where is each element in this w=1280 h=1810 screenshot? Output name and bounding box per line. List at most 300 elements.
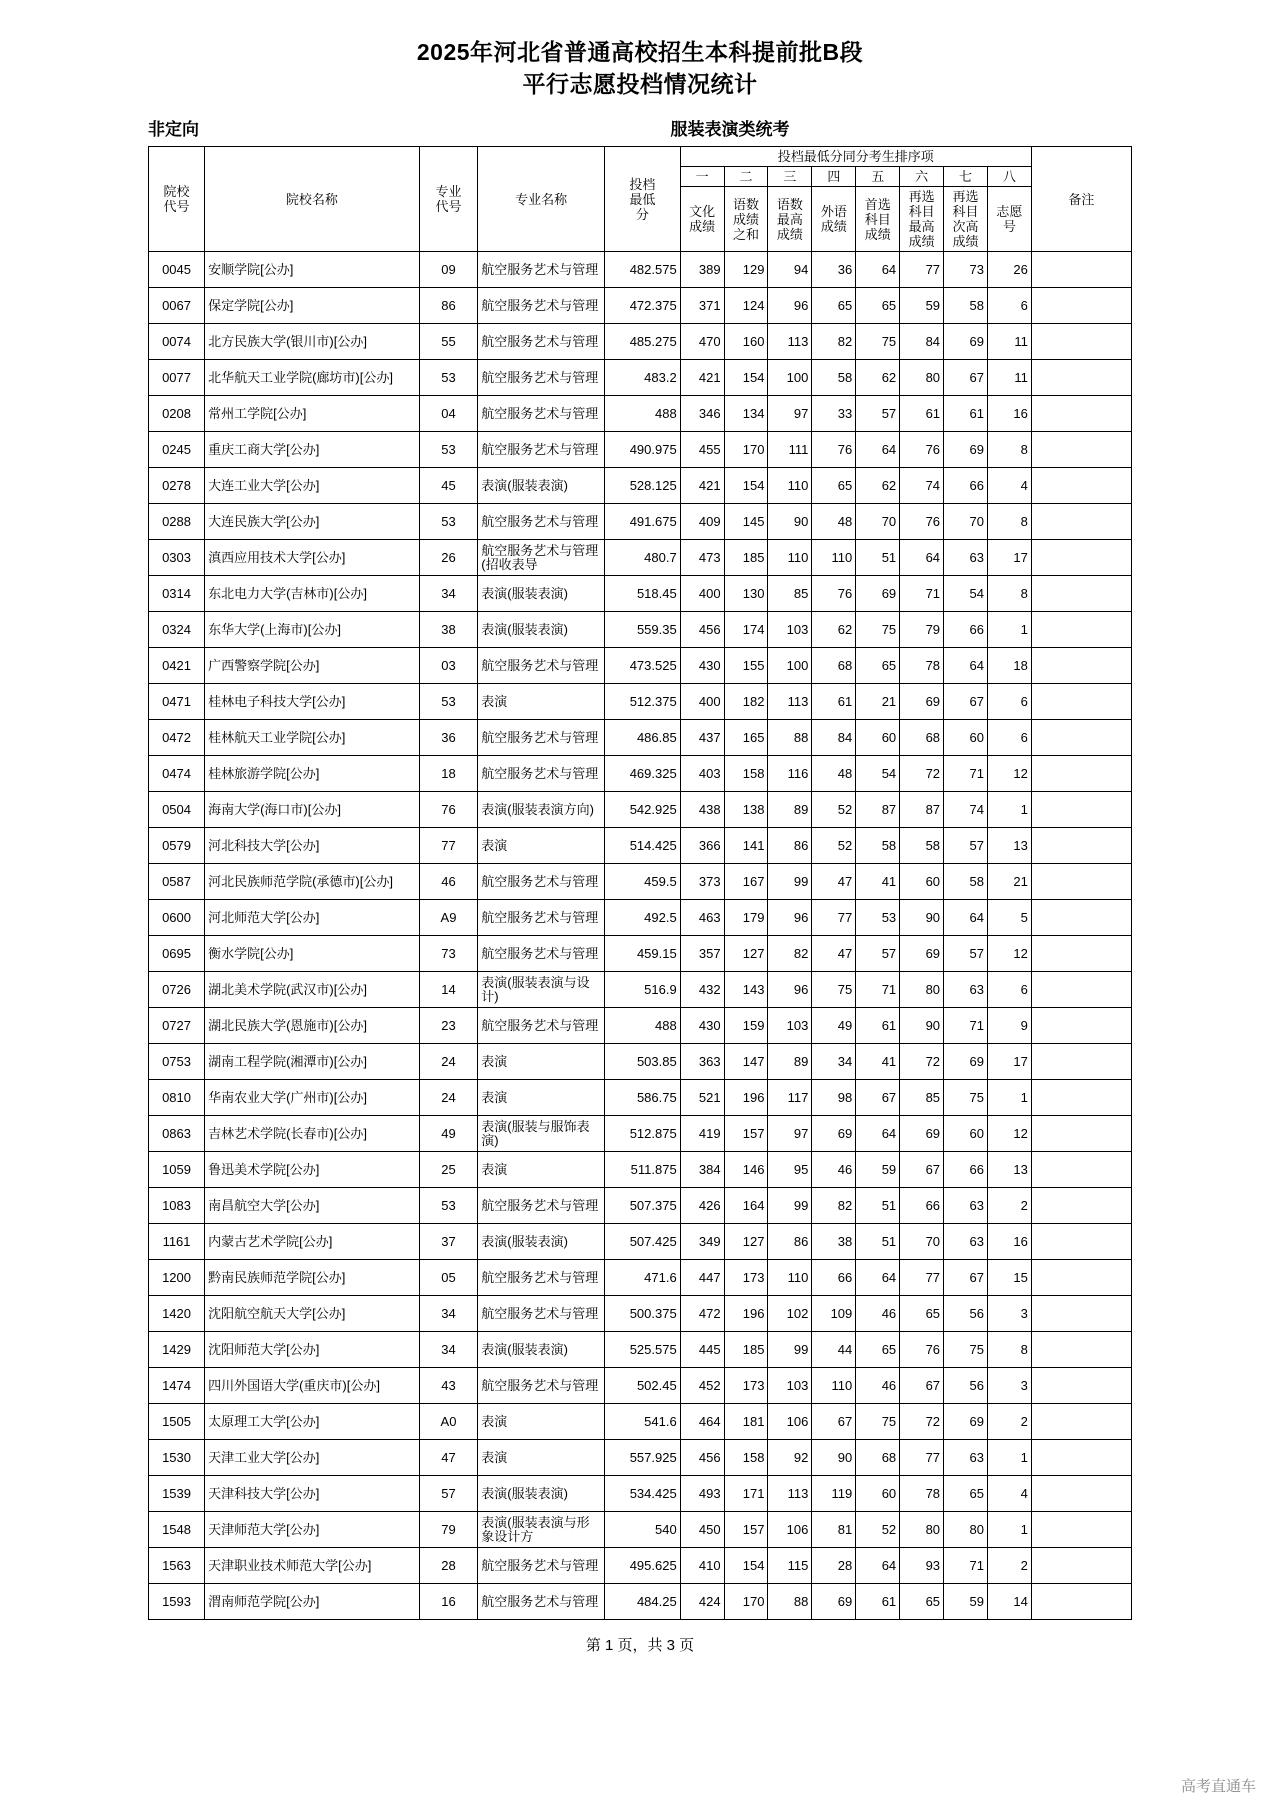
- cell-rank-1: 447: [680, 1260, 724, 1296]
- table-row: [149, 396, 1132, 432]
- cell-rank-8: 2: [987, 1404, 1031, 1440]
- cell-rank-2: 170: [724, 1584, 768, 1620]
- cell-rank-3: 110: [768, 540, 812, 576]
- cell-rank-3: 116: [768, 756, 812, 792]
- cell-major-name: 航空服务艺术与管理: [478, 432, 605, 468]
- cell-rank-4: 81: [812, 1512, 856, 1548]
- cell-rank-2: 129: [724, 252, 768, 288]
- cell-rank-2: 141: [724, 828, 768, 864]
- cell-rank-6: 77: [900, 252, 944, 288]
- cell-school-code: 0471: [149, 684, 205, 720]
- cell-rank-4: 119: [812, 1476, 856, 1512]
- cell-rank-7: 67: [944, 684, 988, 720]
- cell-rank-5: 64: [856, 432, 900, 468]
- cell-rank-1: 438: [680, 792, 724, 828]
- cell-major-code: 46: [419, 864, 478, 900]
- cell-rank-6: 78: [900, 648, 944, 684]
- cell-remark: [1031, 1332, 1131, 1368]
- cell-school-code: 1083: [149, 1188, 205, 1224]
- cell-school-name: 沈阳航空航天大学[公办]: [205, 1296, 420, 1332]
- cell-rank-1: 452: [680, 1368, 724, 1404]
- cell-min-score: 471.6: [605, 1260, 681, 1296]
- cell-rank-8: 8: [987, 576, 1031, 612]
- cell-major-code: 76: [419, 792, 478, 828]
- cell-rank-1: 430: [680, 1008, 724, 1044]
- cell-rank-6: 93: [900, 1548, 944, 1584]
- cell-school-code: 0726: [149, 972, 205, 1008]
- cell-min-score: 483.2: [605, 360, 681, 396]
- cell-major-code: 18: [419, 756, 478, 792]
- cell-rank-1: 410: [680, 1548, 724, 1584]
- cell-rank-1: 445: [680, 1332, 724, 1368]
- page-title: [148, 36, 1132, 100]
- cell-major-name: 航空服务艺术与管理(招收表导: [478, 540, 605, 576]
- cell-rank-4: 44: [812, 1332, 856, 1368]
- cell-rank-2: 130: [724, 576, 768, 612]
- cell-rank-4: 65: [812, 288, 856, 324]
- table-row: [149, 612, 1132, 648]
- cell-rank-1: 349: [680, 1224, 724, 1260]
- cell-rank-5: 64: [856, 252, 900, 288]
- cell-rank-4: 52: [812, 792, 856, 828]
- cell-rank-5: 75: [856, 1404, 900, 1440]
- cell-school-code: 0245: [149, 432, 205, 468]
- cell-school-name: 桂林航天工业学院[公办]: [205, 720, 420, 756]
- cell-school-name: 北方民族大学(银川市)[公办]: [205, 324, 420, 360]
- cell-rank-3: 88: [768, 720, 812, 756]
- cell-rank-5: 46: [856, 1368, 900, 1404]
- cell-rank-7: 71: [944, 756, 988, 792]
- table-row: [149, 756, 1132, 792]
- cell-major-name: 航空服务艺术与管理: [478, 1260, 605, 1296]
- cell-rank-5: 41: [856, 864, 900, 900]
- cell-rank-2: 185: [724, 540, 768, 576]
- cell-min-score: 485.275: [605, 324, 681, 360]
- header-remark: 备注: [1031, 147, 1131, 252]
- cell-rank-1: 403: [680, 756, 724, 792]
- cell-rank-5: 57: [856, 396, 900, 432]
- cell-rank-2: 181: [724, 1404, 768, 1440]
- cell-major-name: 航空服务艺术与管理: [478, 1548, 605, 1584]
- table-row: [149, 1044, 1132, 1080]
- table-body: [149, 252, 1132, 1620]
- cell-major-name: 表演: [478, 1440, 605, 1476]
- cell-rank-7: 58: [944, 288, 988, 324]
- header-rank-num-4: 四: [812, 167, 856, 187]
- cell-major-name: 航空服务艺术与管理: [478, 324, 605, 360]
- cell-rank-5: 87: [856, 792, 900, 828]
- cell-school-name: 吉林艺术学院(长春市)[公办]: [205, 1116, 420, 1152]
- cell-rank-8: 12: [987, 936, 1031, 972]
- table-row: [149, 432, 1132, 468]
- cell-rank-1: 384: [680, 1152, 724, 1188]
- cell-rank-8: 15: [987, 1260, 1031, 1296]
- cell-min-score: 472.375: [605, 288, 681, 324]
- table-row: [149, 1260, 1132, 1296]
- cell-rank-6: 79: [900, 612, 944, 648]
- cell-rank-3: 111: [768, 432, 812, 468]
- cell-school-code: 0753: [149, 1044, 205, 1080]
- cell-remark: [1031, 1044, 1131, 1080]
- cell-school-name: 太原理工大学[公办]: [205, 1404, 420, 1440]
- cell-rank-7: 71: [944, 1548, 988, 1584]
- cell-rank-8: 6: [987, 684, 1031, 720]
- cell-school-name: 湖北美术学院(武汉市)[公办]: [205, 972, 420, 1008]
- cell-min-score: 512.875: [605, 1116, 681, 1152]
- cell-rank-8: 6: [987, 972, 1031, 1008]
- cell-rank-3: 103: [768, 1368, 812, 1404]
- cell-rank-3: 113: [768, 324, 812, 360]
- table-row: [149, 360, 1132, 396]
- cell-remark: [1031, 576, 1131, 612]
- cell-rank-1: 409: [680, 504, 724, 540]
- cell-rank-2: 157: [724, 1512, 768, 1548]
- table-row: [149, 684, 1132, 720]
- table-row: [149, 648, 1132, 684]
- cell-major-name: 航空服务艺术与管理: [478, 1188, 605, 1224]
- cell-rank-6: 72: [900, 1044, 944, 1080]
- cell-rank-8: 12: [987, 756, 1031, 792]
- cell-rank-6: 72: [900, 756, 944, 792]
- header-rank-label-first-choice: 首选 科目 成绩: [856, 187, 900, 252]
- cell-min-score: 541.6: [605, 1404, 681, 1440]
- cell-major-name: 航空服务艺术与管理: [478, 1584, 605, 1620]
- cell-rank-2: 154: [724, 468, 768, 504]
- cell-rank-8: 6: [987, 720, 1031, 756]
- cell-major-code: 25: [419, 1152, 478, 1188]
- cell-school-code: 0600: [149, 900, 205, 936]
- cell-school-code: 0067: [149, 288, 205, 324]
- cell-min-score: 484.25: [605, 1584, 681, 1620]
- cell-rank-5: 67: [856, 1080, 900, 1116]
- cell-major-code: 37: [419, 1224, 478, 1260]
- cell-min-score: 459.5: [605, 864, 681, 900]
- cell-rank-4: 46: [812, 1152, 856, 1188]
- cell-remark: [1031, 396, 1131, 432]
- cell-rank-4: 62: [812, 612, 856, 648]
- table-row: [149, 1008, 1132, 1044]
- table-row: [149, 828, 1132, 864]
- cell-rank-4: 77: [812, 900, 856, 936]
- cell-min-score: 502.45: [605, 1368, 681, 1404]
- cell-major-name: 表演(服装与服饰表演): [478, 1116, 605, 1152]
- cell-rank-7: 71: [944, 1008, 988, 1044]
- cell-remark: [1031, 1512, 1131, 1548]
- cell-major-code: 34: [419, 1296, 478, 1332]
- cell-school-code: 1059: [149, 1152, 205, 1188]
- cell-rank-8: 1: [987, 1512, 1031, 1548]
- cell-rank-3: 94: [768, 252, 812, 288]
- cell-rank-5: 57: [856, 936, 900, 972]
- cell-school-name: 桂林旅游学院[公办]: [205, 756, 420, 792]
- cell-rank-4: 49: [812, 1008, 856, 1044]
- cell-rank-3: 99: [768, 864, 812, 900]
- header-rank-label-reselect-second: 再选 科目 次高 成绩: [944, 187, 988, 252]
- cell-rank-7: 56: [944, 1368, 988, 1404]
- cell-rank-6: 61: [900, 396, 944, 432]
- cell-school-name: 鲁迅美术学院[公办]: [205, 1152, 420, 1188]
- cell-remark: [1031, 252, 1131, 288]
- cell-rank-8: 4: [987, 1476, 1031, 1512]
- cell-rank-2: 173: [724, 1260, 768, 1296]
- cell-major-name: 表演(服装表演): [478, 1332, 605, 1368]
- watermark-label: 高考直通车: [1180, 1778, 1256, 1795]
- cell-rank-2: 157: [724, 1116, 768, 1152]
- cell-remark: [1031, 864, 1131, 900]
- cell-major-name: 表演: [478, 1080, 605, 1116]
- cell-rank-8: 3: [987, 1368, 1031, 1404]
- cell-rank-3: 85: [768, 576, 812, 612]
- cell-rank-5: 65: [856, 648, 900, 684]
- cell-remark: [1031, 288, 1131, 324]
- cell-rank-7: 54: [944, 576, 988, 612]
- cell-min-score: 500.375: [605, 1296, 681, 1332]
- cell-rank-6: 65: [900, 1296, 944, 1332]
- table-row: [149, 900, 1132, 936]
- cell-remark: [1031, 900, 1131, 936]
- cell-min-score: 486.85: [605, 720, 681, 756]
- cell-rank-2: 196: [724, 1080, 768, 1116]
- cell-rank-4: 47: [812, 936, 856, 972]
- cell-remark: [1031, 612, 1131, 648]
- title-line-2: 平行志愿投档情况统计: [522, 71, 758, 97]
- cell-rank-6: 69: [900, 1116, 944, 1152]
- cell-remark: [1031, 720, 1131, 756]
- cell-rank-4: 66: [812, 1260, 856, 1296]
- cell-major-name: 表演(服装表演): [478, 1476, 605, 1512]
- cell-major-name: 航空服务艺术与管理: [478, 252, 605, 288]
- cell-rank-3: 89: [768, 1044, 812, 1080]
- cell-rank-1: 493: [680, 1476, 724, 1512]
- cell-rank-8: 16: [987, 1224, 1031, 1260]
- cell-rank-7: 66: [944, 468, 988, 504]
- cell-major-name: 航空服务艺术与管理: [478, 720, 605, 756]
- subheader: [148, 116, 1132, 140]
- cell-rank-2: 164: [724, 1188, 768, 1224]
- cell-rank-1: 346: [680, 396, 724, 432]
- cell-rank-7: 65: [944, 1476, 988, 1512]
- cell-min-score: 459.15: [605, 936, 681, 972]
- cell-rank-4: 47: [812, 864, 856, 900]
- cell-remark: [1031, 936, 1131, 972]
- cell-rank-3: 115: [768, 1548, 812, 1584]
- cell-major-code: 57: [419, 1476, 478, 1512]
- cell-rank-5: 70: [856, 504, 900, 540]
- cell-major-name: 航空服务艺术与管理: [478, 756, 605, 792]
- cell-major-name: 航空服务艺术与管理: [478, 900, 605, 936]
- table-row: [149, 720, 1132, 756]
- cell-major-name: 航空服务艺术与管理: [478, 936, 605, 972]
- cell-major-code: 34: [419, 1332, 478, 1368]
- cell-major-code: 55: [419, 324, 478, 360]
- cell-major-code: 73: [419, 936, 478, 972]
- cell-rank-3: 97: [768, 396, 812, 432]
- cell-rank-1: 473: [680, 540, 724, 576]
- cell-rank-3: 103: [768, 612, 812, 648]
- cell-rank-6: 80: [900, 1512, 944, 1548]
- table-row: [149, 1368, 1132, 1404]
- cell-rank-2: 159: [724, 1008, 768, 1044]
- cell-rank-2: 146: [724, 1152, 768, 1188]
- cell-major-code: A9: [419, 900, 478, 936]
- cell-rank-1: 400: [680, 684, 724, 720]
- cell-rank-5: 52: [856, 1512, 900, 1548]
- cell-rank-7: 56: [944, 1296, 988, 1332]
- cell-school-code: 0045: [149, 252, 205, 288]
- cell-major-code: 24: [419, 1044, 478, 1080]
- cell-rank-6: 74: [900, 468, 944, 504]
- cell-rank-8: 14: [987, 1584, 1031, 1620]
- cell-major-code: 04: [419, 396, 478, 432]
- cell-school-code: 0504: [149, 792, 205, 828]
- cell-major-code: 49: [419, 1116, 478, 1152]
- cell-rank-3: 86: [768, 1224, 812, 1260]
- cell-school-name: 大连民族大学[公办]: [205, 504, 420, 540]
- cell-rank-2: 179: [724, 900, 768, 936]
- cell-rank-4: 109: [812, 1296, 856, 1332]
- cell-rank-4: 52: [812, 828, 856, 864]
- cell-school-name: 东北电力大学(吉林市)[公办]: [205, 576, 420, 612]
- cell-rank-3: 90: [768, 504, 812, 540]
- cell-rank-1: 456: [680, 612, 724, 648]
- cell-rank-5: 62: [856, 468, 900, 504]
- cell-major-name: 航空服务艺术与管理: [478, 288, 605, 324]
- cell-school-name: 内蒙古艺术学院[公办]: [205, 1224, 420, 1260]
- cell-rank-6: 64: [900, 540, 944, 576]
- cell-rank-5: 61: [856, 1008, 900, 1044]
- cell-rank-2: 185: [724, 1332, 768, 1368]
- cell-rank-5: 62: [856, 360, 900, 396]
- cell-rank-1: 430: [680, 648, 724, 684]
- table-row: [149, 1584, 1132, 1620]
- table-row: [149, 1440, 1132, 1476]
- cell-rank-4: 110: [812, 1368, 856, 1404]
- cell-school-name: 衡水学院[公办]: [205, 936, 420, 972]
- cell-remark: [1031, 432, 1131, 468]
- cell-min-score: 528.125: [605, 468, 681, 504]
- cell-rank-6: 78: [900, 1476, 944, 1512]
- cell-rank-8: 16: [987, 396, 1031, 432]
- cell-major-code: 53: [419, 432, 478, 468]
- cell-rank-3: 99: [768, 1188, 812, 1224]
- cell-remark: [1031, 1080, 1131, 1116]
- cell-major-code: 14: [419, 972, 478, 1008]
- cell-rank-3: 117: [768, 1080, 812, 1116]
- cell-major-name: 航空服务艺术与管理: [478, 1296, 605, 1332]
- cell-rank-4: 69: [812, 1116, 856, 1152]
- header-min-score: 投档 最低 分: [605, 147, 681, 252]
- cell-remark: [1031, 1476, 1131, 1512]
- table-row: [149, 1296, 1132, 1332]
- cell-rank-4: 58: [812, 360, 856, 396]
- cell-rank-2: 134: [724, 396, 768, 432]
- cell-rank-4: 82: [812, 324, 856, 360]
- cell-min-score: 488: [605, 1008, 681, 1044]
- cell-rank-8: 2: [987, 1188, 1031, 1224]
- cell-min-score: 559.35: [605, 612, 681, 648]
- cell-rank-3: 88: [768, 1584, 812, 1620]
- subheader-category-label: 服装表演类统考: [670, 120, 790, 139]
- cell-rank-5: 53: [856, 900, 900, 936]
- cell-rank-5: 65: [856, 1332, 900, 1368]
- cell-remark: [1031, 1116, 1131, 1152]
- cell-rank-1: 456: [680, 1440, 724, 1476]
- cell-rank-4: 61: [812, 684, 856, 720]
- cell-rank-8: 17: [987, 540, 1031, 576]
- cell-school-code: 0314: [149, 576, 205, 612]
- cell-rank-4: 65: [812, 468, 856, 504]
- cell-rank-1: 371: [680, 288, 724, 324]
- cell-major-name: 表演(服装表演与形象设计方: [478, 1512, 605, 1548]
- cell-rank-3: 106: [768, 1404, 812, 1440]
- cell-rank-2: 170: [724, 432, 768, 468]
- header-major-name: 专业名称: [478, 147, 605, 252]
- cell-rank-2: 174: [724, 612, 768, 648]
- cell-rank-3: 82: [768, 936, 812, 972]
- cell-rank-8: 8: [987, 1332, 1031, 1368]
- cell-rank-6: 66: [900, 1188, 944, 1224]
- cell-school-code: 1539: [149, 1476, 205, 1512]
- cell-rank-3: 103: [768, 1008, 812, 1044]
- cell-major-name: 表演: [478, 1404, 605, 1440]
- table-row: [149, 1512, 1132, 1548]
- cell-rank-3: 95: [768, 1152, 812, 1188]
- cell-major-code: 77: [419, 828, 478, 864]
- table-row: [149, 1224, 1132, 1260]
- cell-school-name: 湖北民族大学(恩施市)[公办]: [205, 1008, 420, 1044]
- header-rank-num-6: 六: [900, 167, 944, 187]
- cell-rank-4: 68: [812, 648, 856, 684]
- cell-rank-2: 171: [724, 1476, 768, 1512]
- cell-school-code: 0810: [149, 1080, 205, 1116]
- cell-school-code: 0288: [149, 504, 205, 540]
- cell-rank-1: 464: [680, 1404, 724, 1440]
- cell-rank-5: 64: [856, 1260, 900, 1296]
- header-rank-label-volunteer-number: 志愿 号: [987, 187, 1031, 252]
- cell-rank-2: 173: [724, 1368, 768, 1404]
- header-rank-num-1: 一: [680, 167, 724, 187]
- cell-rank-7: 67: [944, 1260, 988, 1296]
- cell-rank-6: 60: [900, 864, 944, 900]
- cell-rank-6: 77: [900, 1440, 944, 1476]
- cell-rank-7: 57: [944, 936, 988, 972]
- cell-rank-6: 85: [900, 1080, 944, 1116]
- cell-rank-6: 71: [900, 576, 944, 612]
- cell-school-name: 天津工业大学[公办]: [205, 1440, 420, 1476]
- cell-rank-4: 84: [812, 720, 856, 756]
- cell-rank-3: 89: [768, 792, 812, 828]
- cell-rank-5: 51: [856, 540, 900, 576]
- cell-remark: [1031, 324, 1131, 360]
- cell-school-code: 0472: [149, 720, 205, 756]
- cell-rank-6: 84: [900, 324, 944, 360]
- subheader-left-label: 非定向: [148, 120, 199, 139]
- cell-rank-8: 11: [987, 360, 1031, 396]
- cell-rank-1: 421: [680, 468, 724, 504]
- cell-rank-2: 143: [724, 972, 768, 1008]
- cell-remark: [1031, 468, 1131, 504]
- cell-rank-7: 63: [944, 540, 988, 576]
- cell-min-score: 557.925: [605, 1440, 681, 1476]
- cell-school-code: 0474: [149, 756, 205, 792]
- cell-rank-6: 70: [900, 1224, 944, 1260]
- cell-rank-6: 65: [900, 1584, 944, 1620]
- cell-rank-6: 80: [900, 360, 944, 396]
- header-rank-label-culture: 文化 成绩: [680, 187, 724, 252]
- cell-min-score: 525.575: [605, 1332, 681, 1368]
- cell-rank-7: 58: [944, 864, 988, 900]
- cell-remark: [1031, 1584, 1131, 1620]
